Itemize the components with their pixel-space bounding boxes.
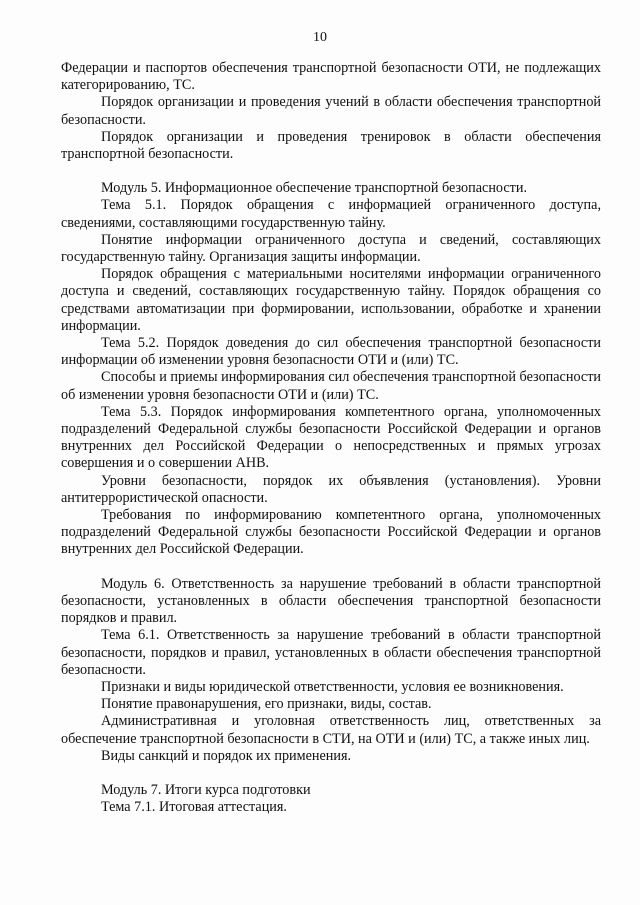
paragraph: Федерации и паспортов обеспечения транспортной безопасности ОТИ, не подлежащих категорированию, ТС. xyxy=(61,60,601,94)
paragraph: Понятие правонарушения, его признаки, виды, состав. xyxy=(101,696,432,713)
paragraph: Способы и приемы информирования сил обеспечения транспортной безопасности об изменении уровня безопасности ОТИ и (или) ТС. xyxy=(61,369,601,403)
page-number: 10 xyxy=(313,30,327,45)
paragraph: Тема 5.1. Порядок обращения с информацией ограниченного доступа, сведениями, составляющими государственную тайну. xyxy=(61,197,601,231)
paragraph: Модуль 7. Итоги курса подготовки xyxy=(101,781,311,798)
paragraph: Признаки и виды юридической ответственности, условия ее возникновения. xyxy=(101,678,564,695)
document-body xyxy=(61,60,601,816)
paragraph: Понятие информации ограниченного доступа и сведений, составляющих государственную тайну. Организация защиты информации. xyxy=(61,231,601,266)
paragraph: Тема 7.1. Итоговая аттестация. xyxy=(101,799,287,816)
paragraph: Уровни безопасности, порядок их объявления (установления). Уровни антитеррористической опасности. xyxy=(61,472,601,506)
paragraph: Порядок организации и проведения учений в области обеспечения транспортной безопасности. xyxy=(61,94,601,128)
paragraph: Административная и уголовная ответственность лиц, ответственных за обеспечение транспортной безопасности в СТИ, на ОТИ и (или) ТС, а также иных лиц. xyxy=(61,713,601,747)
paragraph: Модуль 5. Информационное обеспечение транспортной безопасности. xyxy=(101,180,527,197)
paragraph: Тема 5.3. Порядок информирования компетентного органа, уполномоченных подразделений Федеральной службы безопасности Российской Федерации и органов внутренних дел Российской Федерации о непосредственных и прямых угрозах совершения и о совершении АНВ. xyxy=(61,403,601,472)
paragraph: Требования по информированию компетентного органа, уполномоченных подразделений Федеральной службы безопасности Российской Федерации и органов внутренних дел Российской Федерации. xyxy=(61,507,601,558)
paragraph: Модуль 6. Ответственность за нарушение требований в области транспортной безопасности, установленных в области обеспечения транспортной безопасности порядков и правил. xyxy=(61,575,601,627)
paragraph: Порядок организации и проведения тренировок в области обеспечения транспортной безопасности. xyxy=(61,128,601,163)
paragraph: Тема 5.2. Порядок доведения до сил обеспечения транспортной безопасности информации об изменении уровня безопасности ОТИ и (или) ТС. xyxy=(61,335,601,369)
paragraph: Порядок обращения с материальными носителями информации ограниченного доступа и сведений, составляющих государственную тайну. Порядок обращения со средствами автоматизации при формировании, использовании, обработке и хранении информации. xyxy=(61,266,601,334)
paragraph: Тема 6.1. Ответственность за нарушение требований в области транспортной безопасности, порядков и правил, установленных в области обеспечения транспортной безопасности. xyxy=(61,627,601,678)
paragraph: Виды санкций и порядок их применения. xyxy=(101,747,352,764)
